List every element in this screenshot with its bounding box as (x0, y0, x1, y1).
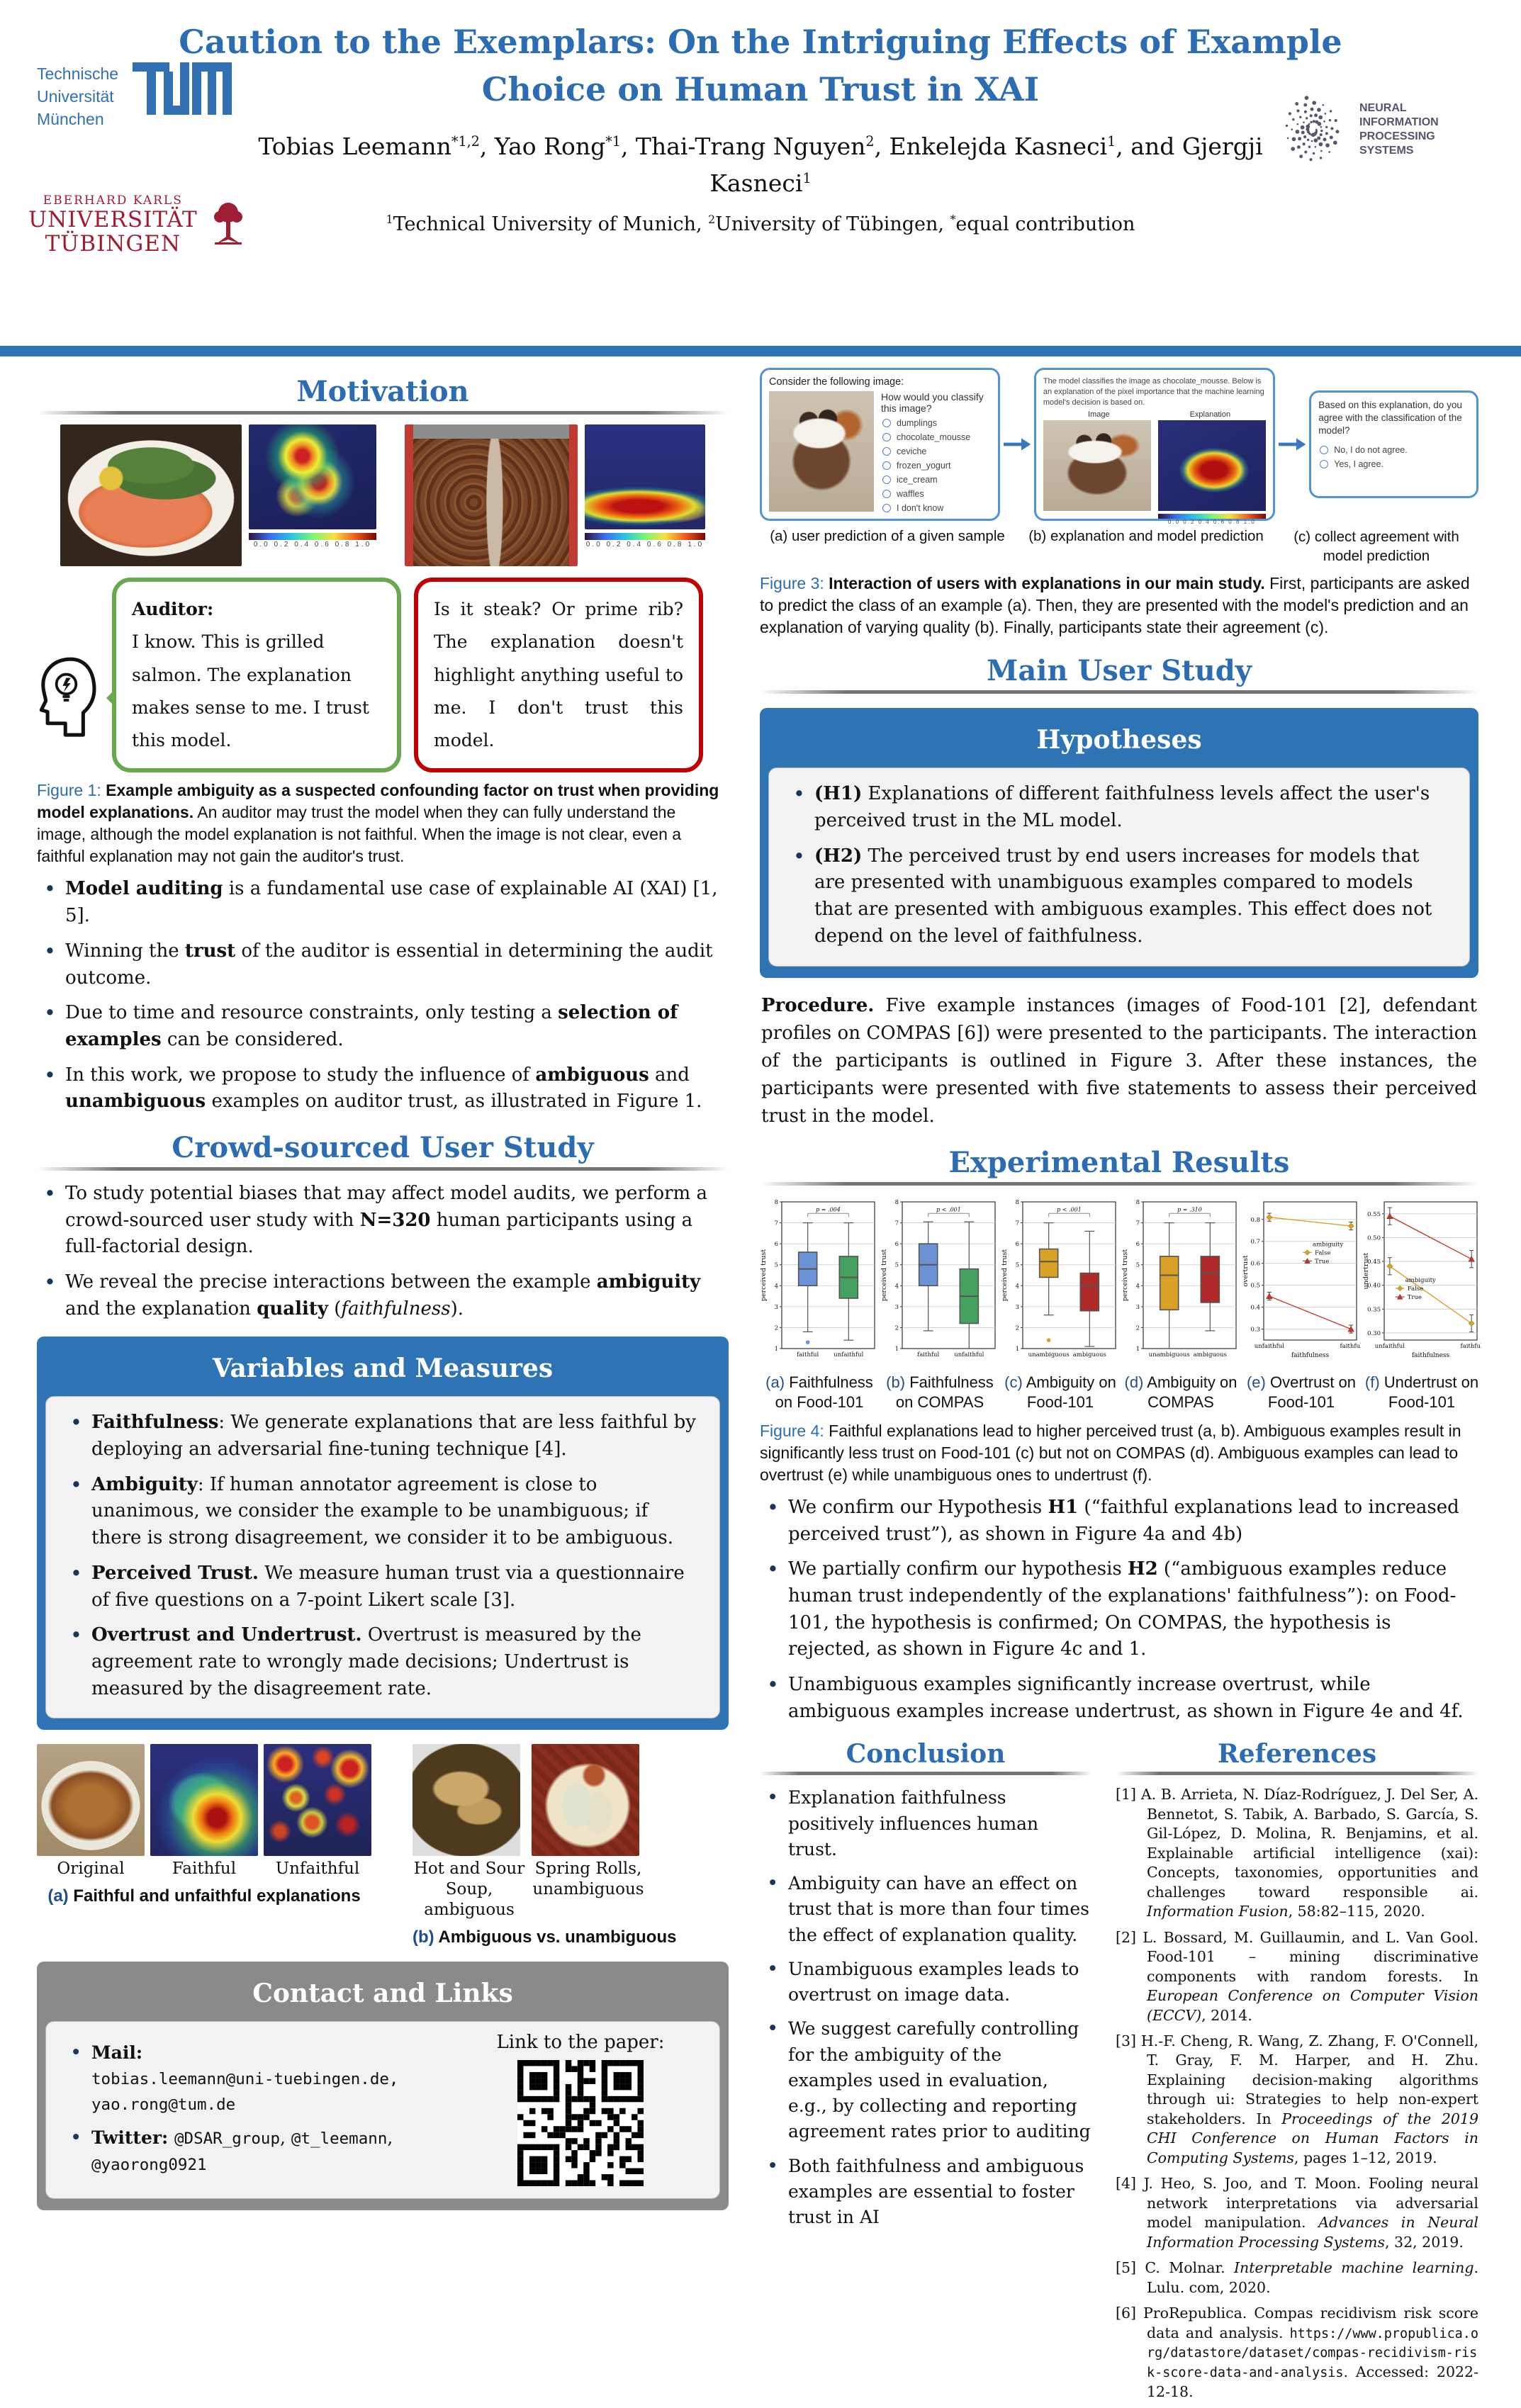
hypotheses-bullets (786, 781, 1452, 950)
figure4-caption: Figure 4: Faithful explanations lead to higher perceived trust (a, b). Ambiguous examples result in significantly less trust on Food-101 (c) but not on COMPAS (d). Ambiguous examples can lead to overtrust (e) while unambiguous ones to undertrust (f). (760, 1421, 1461, 1484)
figure3a-caption: (a) user prediction of a given sample (770, 528, 1005, 544)
tuebingen-tree-icon (209, 200, 247, 249)
svg-text:0.8: 0.8 (1250, 1216, 1260, 1224)
svg-text:p < .001: p < .001 (936, 1205, 961, 1213)
list-item: [4] J. Heo, S. Joo, and T. Moon. Fooling neural network interpretations via adversarial model manipulation. Advances in Neural Information Processing Systems, 32, 2019. (1116, 2175, 1478, 2251)
procedure-paragraph: Procedure. Five example instances (images of Food-101 [2], defendant profiles on COMPAS [6]) were presented to the participants. The interaction of the participants is outlined in Figure 3. After these instances, the participants were presented with five statements to assess their perceived trust in the model. (761, 994, 1477, 1127)
motivation-bullets (37, 876, 729, 1115)
salmon-heatmap (249, 424, 376, 529)
section-rule (37, 1167, 729, 1171)
figure2-label: Hot and Sour Soup, ambiguous (413, 1860, 525, 1919)
svg-text:6: 6 (1135, 1240, 1140, 1248)
figure2-label: Unfaithful (275, 1860, 360, 1879)
svg-text:1: 1 (894, 1345, 899, 1353)
svg-text:perceived trust: perceived trust (1001, 1249, 1009, 1301)
list-item: [1] A. B. Arrieta, N. Díaz-Rodríguez, J. Del Ser, A. Bennetot, S. Tabik, A. Barbado, S. García, S. Gil-López, D. Molina, R. Benjamins, et al. Explainable artificial intelligence (xai): Concepts, taxonomies, opportunities and challenges toward responsible ai. Information Fusion, 58:82–115, 2020. (1116, 1786, 1478, 1920)
steak-photo (405, 424, 578, 566)
figure3b-caption: (b) explanation and model prediction (1028, 528, 1264, 544)
svg-text:0.40: 0.40 (1367, 1282, 1381, 1290)
chart-undertrust-food101: 0.30 0.35 0.40 0.45 0.50 0.55 undertrust unfaithful faithful faithfulness ambiguity False True (f) Undertrust on Food-101 (1362, 1195, 1481, 1413)
svg-text:unfaithful: unfaithful (1254, 1342, 1284, 1350)
section-title-references: References (1217, 1739, 1377, 1770)
svg-text:3: 3 (1015, 1303, 1019, 1311)
header-divider-bar (0, 346, 1521, 356)
svg-text:8: 8 (1015, 1198, 1019, 1206)
list-item: • (H2) The perceived trust by end users increases for models that are presented with unambiguous examples compared to models that are presented with ambiguous examples. This effect does not depend on the level of faithfulness. (792, 843, 1452, 950)
section-title-motivation: Motivation (296, 375, 469, 408)
svg-text:4: 4 (1015, 1282, 1019, 1290)
explanation-label: Explanation (1189, 410, 1231, 419)
hypotheses-box (760, 708, 1478, 977)
svg-text:True: True (1407, 1293, 1422, 1301)
section-title-main-study: Main User Study (987, 654, 1252, 688)
list-item: • Explanation faithfulness positively influences human trust. (765, 1785, 1091, 1862)
contact-box (37, 1962, 729, 2210)
salmon-photo (60, 424, 242, 566)
colorbar-ticks: 0.0 0.2 0.4 0.6 0.8 1.0 (585, 541, 705, 548)
svg-text:7: 7 (1135, 1220, 1140, 1227)
image-label: Image (1088, 410, 1110, 419)
svg-text:p < .001: p < .001 (1057, 1205, 1082, 1213)
svg-text:ambiguity: ambiguity (1405, 1276, 1436, 1284)
agreement-options (1318, 445, 1469, 469)
svg-text:unfaithful: unfaithful (954, 1351, 984, 1358)
neurips-logo-text: NEURAL INFORMATION PROCESSING SYSTEMS (1359, 102, 1439, 157)
figure2a-caption: (a) Faithful and unfaithful explanations (47, 1886, 361, 1906)
crowd-study-bullets (37, 1181, 729, 1322)
list-item: ceviche (881, 446, 991, 456)
section-rule (760, 690, 1478, 694)
list-item: chocolate_mousse (881, 432, 991, 442)
figure2-label: Spring Rolls, unambiguous (532, 1860, 644, 1898)
tuebingen-logo-text: EBERHARD KARLS UNIVERSITÄT TÜBINGEN (28, 193, 198, 257)
list-item: waffles (881, 489, 991, 499)
figure3 (760, 368, 1478, 525)
list-item: [5] C. Molnar. Interpretable machine learning. Lulu. com, 2020. (1116, 2259, 1479, 2296)
svg-text:3: 3 (1135, 1303, 1140, 1311)
reference-list (1116, 1785, 1478, 2402)
colorbar-ticks: 0.0 0.2 0.4 0.6 0.8 1.0 (253, 541, 372, 548)
figure4-charts (760, 1195, 1481, 1413)
figure3-caption: Figure 3: Interaction of users with explanations in our main study. First, participants are asked to predict the class of an example (a). Then, they are presented with the model's prediction and an explanation of varying quality (b). Finally, participants state their agreement (c). (760, 574, 1470, 637)
svg-text:perceived trust: perceived trust (1121, 1249, 1129, 1301)
figure1-bubbles (37, 578, 729, 772)
figure2-label: Original (57, 1860, 125, 1879)
svg-text:faithful: faithful (1460, 1342, 1481, 1350)
svg-text:overtrust: overtrust (1242, 1254, 1250, 1287)
auditor-trust-text: I know. This is grilled salmon. The explanation makes sense to me. I trust this model. (132, 631, 369, 750)
svg-text:2: 2 (1135, 1324, 1140, 1332)
list-item: frozen_yogurt (881, 461, 991, 471)
neurips-swirl-icon (1274, 91, 1352, 169)
contact-bullets (63, 2032, 451, 2185)
list-item: ice_cream (881, 475, 991, 485)
chart-ambiguity-compas: 1 2 3 4 5 6 7 8 perceived trust unambiguous ambiguous p = .310 (d) Ambiguity on COMPAS (1121, 1198, 1237, 1412)
svg-text:faithful: faithful (1340, 1342, 1361, 1350)
variables-bullets (63, 1410, 702, 1702)
classification-options (881, 418, 991, 513)
colorbar (1158, 514, 1266, 519)
svg-text:0.45: 0.45 (1367, 1258, 1381, 1266)
svg-text:faithful: faithful (917, 1351, 940, 1358)
auditor-trust-bubble (112, 578, 401, 772)
agreement-question: Based on this explanation, do you agree with the classification of the model? (1318, 400, 1462, 437)
svg-text:1: 1 (774, 1345, 778, 1353)
list-item: dumplings (881, 418, 991, 428)
list-item: • Overtrust and Undertrust. Overtrust is measured by the agreement rate to wrongly made decisions; Undertrust is measured by the disagreement rate. (69, 1622, 702, 1702)
section-title-conclusion: Conclusion (846, 1739, 1006, 1770)
svg-text:7: 7 (1015, 1220, 1019, 1227)
svg-text:8: 8 (1135, 1198, 1140, 1206)
svg-text:2: 2 (894, 1324, 899, 1332)
model-prediction-text: The model classifies the image as chocolate_mousse. Below is an explanation of the pixel importance that the machine learning model's decision is based on. (1043, 377, 1264, 407)
svg-text:0.50: 0.50 (1367, 1234, 1381, 1242)
list-item: • Ambiguity: If human annotator agreement is close to unanimous, we consider the example to be unambiguous; if there is strong disagreement, we consider it to be ambiguous. (69, 1472, 702, 1552)
list-item: • To study potential biases that may affect model audits, we perform a crowd-sourced user study with N=320 human participants using a full-factorial design. (43, 1181, 729, 1261)
svg-text:faithfulness: faithfulness (1411, 1351, 1450, 1359)
svg-text:faithfulness: faithfulness (1291, 1351, 1330, 1359)
list-item: I don't know (881, 503, 991, 513)
svg-text:7: 7 (894, 1220, 899, 1227)
list-item: • (H1) Explanations of different faithfulness levels affect the user's perceived trust in the ML model. (792, 781, 1452, 834)
list-item: • Faithfulness: We generate explanations that are less faithful by deploying an adversarial fine-tuning technique [4]. (69, 1410, 702, 1463)
list-item: • In this work, we propose to study the influence of ambiguous and unambiguous examples on auditor trust, as illustrated in Figure 1. (43, 1062, 729, 1115)
colorbar-ticks: 0.0 0.2 0.4 0.6 0.8 1.0 (1167, 518, 1256, 525)
list-item: • We suggest carefully controlling for the ambiguity of the examples used in evaluation, e.g., by collecting and reporting agreement rates prior to auditing (765, 2016, 1091, 2144)
svg-text:p = .004: p = .004 (816, 1205, 841, 1213)
neurips-logo (1274, 91, 1487, 169)
svg-text:0.35: 0.35 (1367, 1305, 1381, 1313)
svg-text:unambiguous: unambiguous (1028, 1351, 1070, 1358)
svg-text:5: 5 (1135, 1261, 1140, 1269)
figure3c-caption: (c) collect agreement with model prediction (1293, 529, 1459, 564)
section-rule (760, 1772, 1091, 1775)
svg-text:0.5: 0.5 (1250, 1282, 1260, 1290)
contact-box-title: Contact and Links (252, 1978, 513, 2008)
variables-box-title: Variables and Measures (212, 1354, 554, 1384)
svg-text:faithful: faithful (797, 1351, 819, 1358)
chart-ambiguity-food101: 1 2 3 4 5 6 7 8 perceived trust unambiguous ambiguous p < .001 (c) Ambiguity on Food-101 (1001, 1198, 1116, 1412)
figure1-images (37, 424, 729, 566)
svg-text:6: 6 (1015, 1240, 1019, 1248)
section-rule (37, 411, 729, 415)
svg-text:4: 4 (894, 1282, 899, 1290)
paper-link-label: Link to the paper: (496, 2031, 665, 2053)
list-item: No, I do not agree. (1318, 445, 1469, 455)
svg-text:6: 6 (894, 1240, 899, 1248)
list-item: • We confirm our Hypothesis H1 (“faithful explanations lead to increased perceived trust”), as shown in Figure 4a and 4b) (765, 1495, 1478, 1548)
svg-text:0.30: 0.30 (1367, 1329, 1381, 1337)
author-list: Tobias Leemann$^{*1,2}$, Yao Rong$^{*1}$, Thai-Trang Nguyen$^2$, Enkelejda Kasneci$^1$, and Gjergji Kasneci$^1$ (258, 133, 1263, 197)
svg-text:perceived trust: perceived trust (880, 1249, 888, 1301)
list-item: • Model auditing is a fundamental use case of explainable AI (XAI) [1, 5]. (43, 876, 729, 929)
classify-question: How would you classify this image? (881, 391, 984, 414)
list-item: • Unambiguous examples significantly increase overtrust, while ambiguous examples increase undertrust, as shown in Figure 4e and 4f. (765, 1672, 1478, 1725)
svg-text:5: 5 (1015, 1261, 1019, 1269)
figure1-caption: Figure 1: Example ambiguity as a suspected confounding factor on trust when providing model explanations. An auditor may trust the model when they can fully understand the image, although the model explanation is not faithful. When the image is not clear, even a faithful explanation may not gain the auditor's trust. (37, 781, 719, 866)
list-item: • Ambiguity can have an effect on trust that is more than four times the effect of explanation quality. (765, 1871, 1091, 1948)
list-item: • Due to time and resource constraints, only testing a selection of examples can be considered. (43, 1000, 729, 1053)
conclusion-bullets (760, 1785, 1091, 2230)
affiliations: $^1$Technical University of Munich, $^2$University of Tübingen, *equal contribution (386, 212, 1135, 235)
figure2-label: Faithful (172, 1860, 237, 1879)
svg-text:4: 4 (1135, 1282, 1140, 1290)
arrow-right-icon (1004, 437, 1031, 452)
svg-text:4: 4 (774, 1282, 778, 1290)
svg-text:ambiguous: ambiguous (1193, 1351, 1227, 1358)
list-item: • Unambiguous examples leads to overtrust on image data. (765, 1957, 1091, 2008)
spring-rolls-photo (532, 1744, 639, 1856)
tum-logo-mark (133, 62, 232, 115)
variables-box (37, 1337, 729, 1730)
svg-text:3: 3 (894, 1303, 899, 1311)
figure3-panel-b (1034, 368, 1275, 525)
unfaithful-heatmap (264, 1744, 371, 1856)
auditor-distrust-bubble: Is it steak? Or prime rib? The explanation doesn't highlight anything useful to me. I don't trust this model. (414, 578, 703, 772)
figure3-subcaptions (760, 528, 1478, 566)
dessert-photo (1043, 420, 1151, 511)
figure2b-caption: (b) Ambiguous vs. unambiguous (412, 1927, 677, 1947)
svg-text:2: 2 (774, 1324, 778, 1332)
svg-text:3: 3 (774, 1303, 778, 1311)
svg-text:unfaithful: unfaithful (1374, 1342, 1405, 1350)
fries-photo (37, 1744, 145, 1856)
tum-logo (37, 62, 232, 131)
qr-code (517, 2060, 644, 2186)
svg-text:0.55: 0.55 (1367, 1210, 1381, 1218)
section-rule (1116, 1772, 1478, 1775)
svg-text:0.7: 0.7 (1250, 1238, 1260, 1246)
dessert-heatmap (1158, 420, 1266, 511)
svg-text:5: 5 (894, 1261, 899, 1269)
tuebingen-logo (28, 194, 247, 256)
chart-faithfulness-food101: 1 2 3 4 5 6 7 8 perceived trust faithful unfaithful p = .004 (a) Faithfulness on Food-101 (760, 1195, 879, 1413)
auditor-heading: Auditor: (132, 599, 214, 619)
figure2 (37, 1744, 729, 1947)
poster-header (0, 0, 1521, 346)
list-item: • Mail: tobias.leemann@uni-tuebingen.de, yao.rong@tum.de (69, 2040, 451, 2117)
list-item: [2] L. Bossard, M. Guillaumin, and L. Van Gool. Food-101 – mining discriminative components with random forests. In European Conference on Computer Vision (ECCV), 2014. (1116, 1928, 1478, 2024)
list-item: [6] ProRepublica. Compas recidivism risk score data and analysis. https://www.propublica.org/datastore/dataset/compas-recidivism-risk-score-data-and-analysis. Accessed: 2022-12-18. (1116, 2305, 1478, 2400)
tum-logo-text: Technische Universität München (37, 64, 119, 129)
list-item: • We partially confirm our hypothesis H2 (“ambiguous examples reduce human trust independently of the explanations' faithfulness”): on Food-101, the hypothesis is confirmed; On COMPAS, the hypothesis is rejected, as shown in Figure 4c and 1. (765, 1556, 1478, 1663)
section-rule (760, 1182, 1478, 1186)
figure3-panel-c (1309, 390, 1478, 498)
list-item: [3] H.-F. Cheng, R. Wang, Z. Zhang, F. O'Connell, T. Gray, F. M. Harper, and H. Zhu. Explaining decision-making algorithms through ui: Strategies to help non-expert stakeholders. In Proceedings of the 2019 CHI Conference on Human Factors in Computing Systems, pages 1–12, 2019. (1116, 2032, 1478, 2166)
faithful-heatmap (150, 1744, 258, 1856)
list-item: • We reveal the precise interactions between the example ambiguity and the explanation quality (faithfulness). (43, 1269, 729, 1322)
svg-text:undertrust: undertrust (1362, 1252, 1370, 1289)
dessert-photo (769, 391, 874, 512)
list-item: • Winning the trust of the auditor is essential in determining the audit outcome. (43, 938, 729, 991)
soup-photo (412, 1744, 520, 1856)
list-item: • Twitter: @DSAR_group, @t_leemann, @yaorong0921 (69, 2125, 451, 2177)
list-item: • Both faithfulness and ambiguous examples are essential to foster trust in AI (765, 2154, 1091, 2231)
svg-text:perceived trust: perceived trust (760, 1249, 768, 1301)
arrow-right-icon (1279, 437, 1306, 452)
poster-title: Caution to the Exemplars: On the Intriguing Effects of Example Choice on Human Trust in XAI (179, 23, 1342, 108)
svg-text:7: 7 (774, 1220, 778, 1227)
auditor-head-icon (37, 656, 99, 738)
svg-text:p = .310: p = .310 (1177, 1205, 1202, 1213)
chart-overtrust-food101: 0.3 0.4 0.5 0.6 0.7 0.8 overtrust unfaithful faithful faithfulness ambiguity False True (e) Overtrust on Food-101 (1242, 1195, 1361, 1413)
svg-text:0.6: 0.6 (1250, 1260, 1260, 1268)
chart-faithfulness-compas: 1 2 3 4 5 6 7 8 perceived trust faithful unfaithful p < .001 (b) Faithfulness on COMPAS (880, 1195, 999, 1413)
svg-text:5: 5 (774, 1261, 778, 1269)
svg-text:ambiguous: ambiguous (1072, 1351, 1106, 1358)
svg-text:0.4: 0.4 (1250, 1304, 1260, 1312)
hypotheses-box-title: Hypotheses (1036, 725, 1202, 755)
svg-text:unambiguous: unambiguous (1148, 1351, 1190, 1358)
colorbar (249, 533, 376, 540)
svg-text:6: 6 (774, 1240, 778, 1248)
svg-text:1: 1 (1135, 1345, 1140, 1353)
colorbar (585, 533, 705, 540)
section-title-results: Experimental Results (948, 1145, 1290, 1179)
panel-a-title: Consider the following image: (769, 376, 904, 388)
svg-text:unfaithful: unfaithful (834, 1351, 864, 1358)
svg-text:False: False (1315, 1249, 1331, 1256)
svg-text:True: True (1315, 1257, 1330, 1265)
svg-text:1: 1 (1015, 1345, 1019, 1353)
svg-text:False: False (1407, 1285, 1424, 1293)
svg-text:ambiguity: ambiguity (1313, 1240, 1344, 1248)
list-item: • Perceived Trust. We measure human trust via a questionnaire of five questions on a 7-point Likert scale [3]. (69, 1560, 702, 1614)
steak-heatmap (585, 424, 705, 529)
section-title-crowd-study: Crowd-sourced User Study (172, 1130, 594, 1164)
svg-text:8: 8 (774, 1198, 778, 1206)
svg-text:2: 2 (1015, 1324, 1019, 1332)
svg-text:0.3: 0.3 (1250, 1326, 1260, 1334)
results-bullets (760, 1495, 1478, 1726)
list-item: Yes, I agree. (1318, 459, 1469, 469)
svg-text:8: 8 (894, 1198, 899, 1206)
figure3-panel-a (760, 368, 1000, 521)
